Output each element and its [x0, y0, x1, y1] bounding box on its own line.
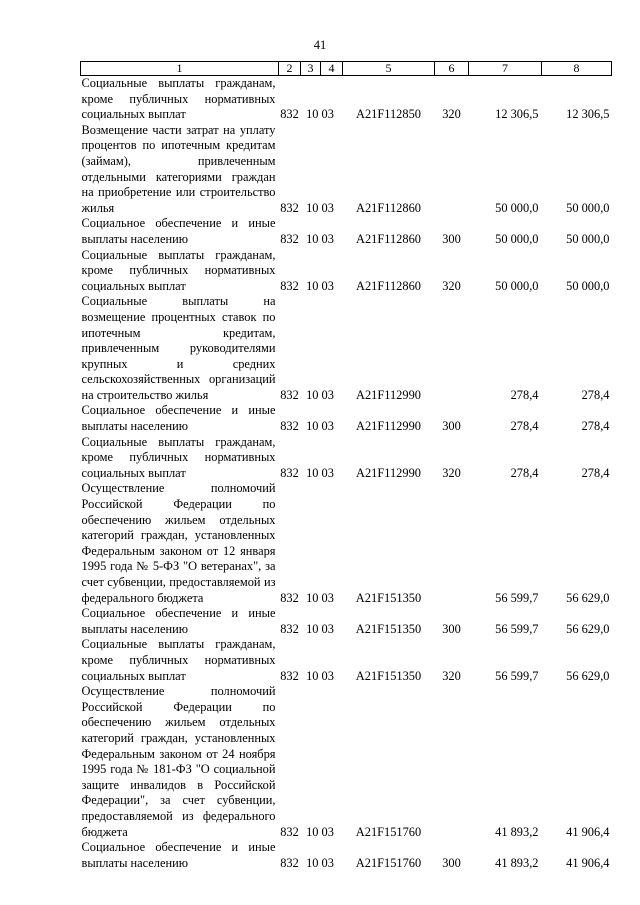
table-row	[81, 481, 612, 606]
table-row	[81, 76, 612, 123]
table-body	[81, 76, 612, 872]
expense-type-code	[435, 294, 469, 403]
row-name: Социальные выплаты на возмещение процентных ставок по ипотечным кредитам, привлеченным руководителями крупных и средних сельскохозяйственных организаций на строительство жилья	[81, 294, 276, 402]
target-article-code: A21F112990	[356, 419, 421, 434]
amount-year-2: 12 306,5	[566, 107, 610, 122]
table-row	[81, 606, 612, 637]
amount-year-1: 56 599,7	[495, 621, 539, 636]
target-article-code: A21F151760	[355, 855, 422, 870]
row-name: Возмещение части затрат на уплату процентов по ипотечным кредитам (займам), привлеченным отдельными категориями граждан на приобретение или строительство жилья	[81, 122, 276, 215]
target-article-code: A21F112860	[356, 278, 421, 293]
section-code: 10	[306, 621, 319, 636]
target-article-code: A21F112850	[356, 107, 421, 122]
amount-year-1: 50 000,0	[495, 231, 539, 246]
target-article-code: A21F112990	[356, 387, 421, 402]
row-name: Социальное обеспечение и иные выплаты населению	[81, 606, 276, 636]
table-row	[81, 403, 612, 434]
ministry-code: 832	[280, 465, 299, 480]
target-article-code: A21F151760	[355, 824, 422, 839]
subsection-code: 03	[321, 107, 334, 122]
amount-year-1: 41 893,2	[495, 824, 539, 839]
table-row	[81, 248, 612, 295]
section-code: 10	[306, 419, 319, 434]
subsection-code: 03	[321, 824, 334, 839]
amount-year-2: 278,4	[581, 419, 610, 434]
ministry-code: 832	[280, 200, 299, 215]
section-code: 10	[306, 668, 319, 683]
subsection-code: 03	[321, 200, 334, 215]
amount-year-2: 41 906,4	[566, 824, 610, 839]
row-name: Осуществление полномочий Российской Федерации по обеспечению жильем отдельных категорий граждан, установленных Федеральным законом от 24 ноября 1995 года № 181-ФЗ "О социальной защите инвалидов в Российской Федерации", за счет субвенции, предоставляемой из федерального бюджета	[81, 684, 276, 839]
subsection-code: 03	[321, 621, 334, 636]
subsection-code: 03	[321, 855, 334, 870]
target-article-code: A21F112860	[356, 200, 421, 215]
expense-type-code	[435, 123, 469, 217]
ministry-code: 832	[280, 231, 299, 246]
expense-type-code: 320	[442, 465, 461, 480]
amount-year-1: 12 306,5	[495, 107, 539, 122]
subsection-code: 03	[321, 465, 334, 480]
ministry-code: 832	[280, 278, 299, 293]
row-name: Осуществление полномочий Российской Федерации по обеспечению жильем отдельных категорий граждан, установленных Федеральным законом от 12 января 1995 года № 5-ФЗ "О ветеранах", за счет субвенции, предоставляемой из федерального бюджета	[81, 481, 276, 605]
expense-type-code: 300	[442, 231, 461, 246]
subsection-code: 03	[321, 231, 334, 246]
section-code: 10	[306, 824, 319, 839]
expense-type-code: 300	[442, 419, 461, 434]
subsection-code: 03	[321, 590, 334, 605]
section-code: 10	[306, 200, 319, 215]
amount-year-2: 278,4	[581, 387, 610, 402]
ministry-code: 832	[280, 824, 299, 839]
amount-year-1: 56 599,7	[495, 668, 539, 683]
amount-year-2: 50 000,0	[566, 231, 610, 246]
section-code: 10	[306, 278, 319, 293]
amount-year-1: 56 599,7	[495, 590, 539, 605]
target-article-code: A21F151350	[355, 590, 422, 605]
expense-type-code: 320	[442, 278, 461, 293]
row-name: Социальное обеспечение и иные выплаты населению	[81, 216, 276, 246]
section-code: 10	[306, 590, 319, 605]
header-col-2: 2	[279, 62, 301, 76]
table-row	[81, 294, 612, 403]
header-col-1: 1	[81, 62, 279, 76]
section-code: 10	[306, 107, 319, 122]
amount-year-1: 278,4	[510, 419, 539, 434]
section-code: 10	[306, 231, 319, 246]
expense-type-code: 320	[442, 107, 461, 122]
amount-year-1: 41 893,2	[495, 855, 539, 870]
header-col-6: 6	[435, 62, 469, 76]
header-col-5: 5	[343, 62, 435, 76]
amount-year-1: 278,4	[510, 465, 539, 480]
row-name: Социальное обеспечение и иные выплаты населению	[81, 403, 276, 434]
section-code: 10	[306, 855, 319, 870]
amount-year-1: 50 000,0	[495, 200, 539, 215]
page-number: 41	[313, 38, 327, 52]
expense-type-code: 300	[442, 855, 461, 870]
amount-year-2: 50 000,0	[566, 200, 610, 215]
subsection-code: 03	[321, 278, 334, 293]
table-row	[81, 435, 612, 482]
table-row	[81, 637, 612, 684]
amount-year-2: 56 629,0	[566, 668, 610, 683]
amount-year-2: 278,4	[581, 465, 610, 480]
section-code: 10	[306, 465, 319, 480]
header-col-4: 4	[321, 62, 343, 76]
target-article-code: A21F151350	[355, 621, 422, 636]
expense-type-code: 300	[442, 621, 461, 636]
ministry-code: 832	[280, 855, 299, 870]
row-name: Социальное обеспечение и иные выплаты населению	[81, 840, 276, 870]
ministry-code: 832	[280, 419, 299, 434]
row-name: Социальные выплаты гражданам, кроме публичных нормативных социальных выплат	[81, 434, 276, 480]
ministry-code: 832	[280, 621, 299, 636]
section-code: 10	[306, 387, 319, 402]
subsection-code: 03	[321, 387, 334, 402]
amount-year-2: 41 906,4	[566, 855, 610, 870]
ministry-code: 832	[280, 387, 299, 402]
ministry-code: 832	[280, 668, 299, 683]
amount-year-2: 50 000,0	[566, 278, 610, 293]
amount-year-1: 50 000,0	[495, 278, 539, 293]
subsection-code: 03	[321, 419, 334, 434]
table-row	[81, 684, 612, 840]
ministry-code: 832	[280, 107, 299, 122]
expense-type-code	[435, 684, 469, 840]
table-row	[81, 216, 612, 247]
amount-year-2: 56 629,0	[566, 590, 610, 605]
table-header	[81, 62, 612, 76]
table-row	[81, 123, 612, 217]
target-article-code: A21F112860	[356, 231, 421, 246]
header-col-3: 3	[301, 62, 321, 76]
ministry-code: 832	[280, 590, 299, 605]
row-name: Социальные выплаты гражданам, кроме публичных нормативных социальных выплат	[81, 247, 276, 293]
table-row	[81, 840, 612, 871]
expense-type-code: 320	[442, 668, 461, 683]
row-name: Социальные выплаты гражданам, кроме публичных нормативных социальных выплат	[81, 76, 276, 122]
row-name: Социальные выплаты гражданам, кроме публичных нормативных социальных выплат	[81, 637, 276, 683]
budget-table	[80, 61, 612, 871]
amount-year-2: 56 629,0	[566, 621, 610, 636]
header-col-7: 7	[469, 62, 542, 76]
target-article-code: A21F151350	[355, 668, 422, 683]
target-article-code: A21F112990	[356, 465, 421, 480]
subsection-code: 03	[321, 668, 334, 683]
expense-type-code	[435, 481, 469, 606]
header-col-8: 8	[542, 62, 612, 76]
amount-year-1: 278,4	[510, 387, 539, 402]
header-row	[81, 62, 612, 76]
